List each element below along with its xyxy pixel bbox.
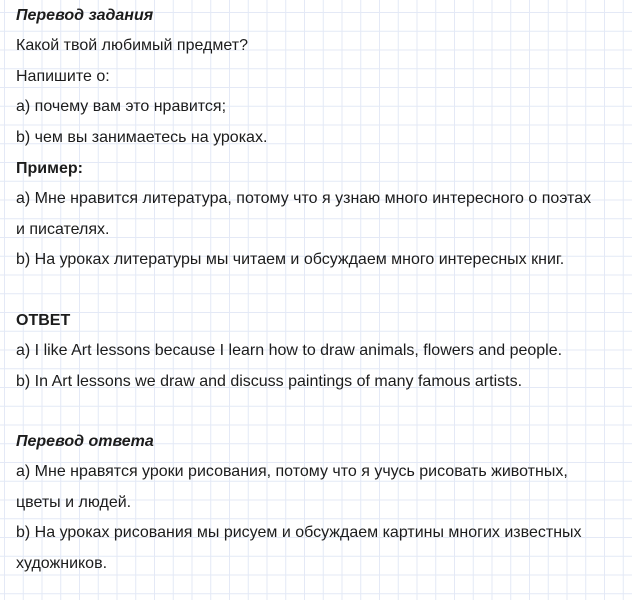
task-line: a) почему вам это нравится; xyxy=(16,98,227,115)
task-heading: Перевод задания xyxy=(16,7,154,24)
example-line: a) Мне нравится литература, потому что я узнаю много интересного о поэтах xyxy=(16,190,592,207)
answer-translation-line: цветы и людей. xyxy=(16,494,132,511)
task-line: Какой твой любимый предмет? xyxy=(16,37,248,54)
example-line: b) На уроках литературы мы читаем и обсуждаем много интересных книг. xyxy=(16,251,565,268)
answer-line: a) I like Art lessons because I learn how to draw animals, flowers and people. xyxy=(16,342,563,359)
task-line: b) чем вы занимаетесь на уроках. xyxy=(16,129,268,146)
answer-translation-line: b) На уроках рисования мы рисуем и обсуждаем картины многих известных xyxy=(16,524,582,541)
answer-translation-line: a) Мне нравятся уроки рисования, потому что я учусь рисовать животных, xyxy=(16,463,568,480)
answer-translation-line: художников. xyxy=(16,555,108,572)
answer-heading: ОТВЕТ xyxy=(16,312,71,329)
answer-translation-heading: Перевод ответа xyxy=(16,433,154,450)
answer-line: b) In Art lessons we draw and discuss paintings of many famous artists. xyxy=(16,373,523,390)
task-line: Напишите о: xyxy=(16,68,110,85)
example-line: и писателях. xyxy=(16,221,110,238)
example-heading: Пример: xyxy=(16,160,83,177)
